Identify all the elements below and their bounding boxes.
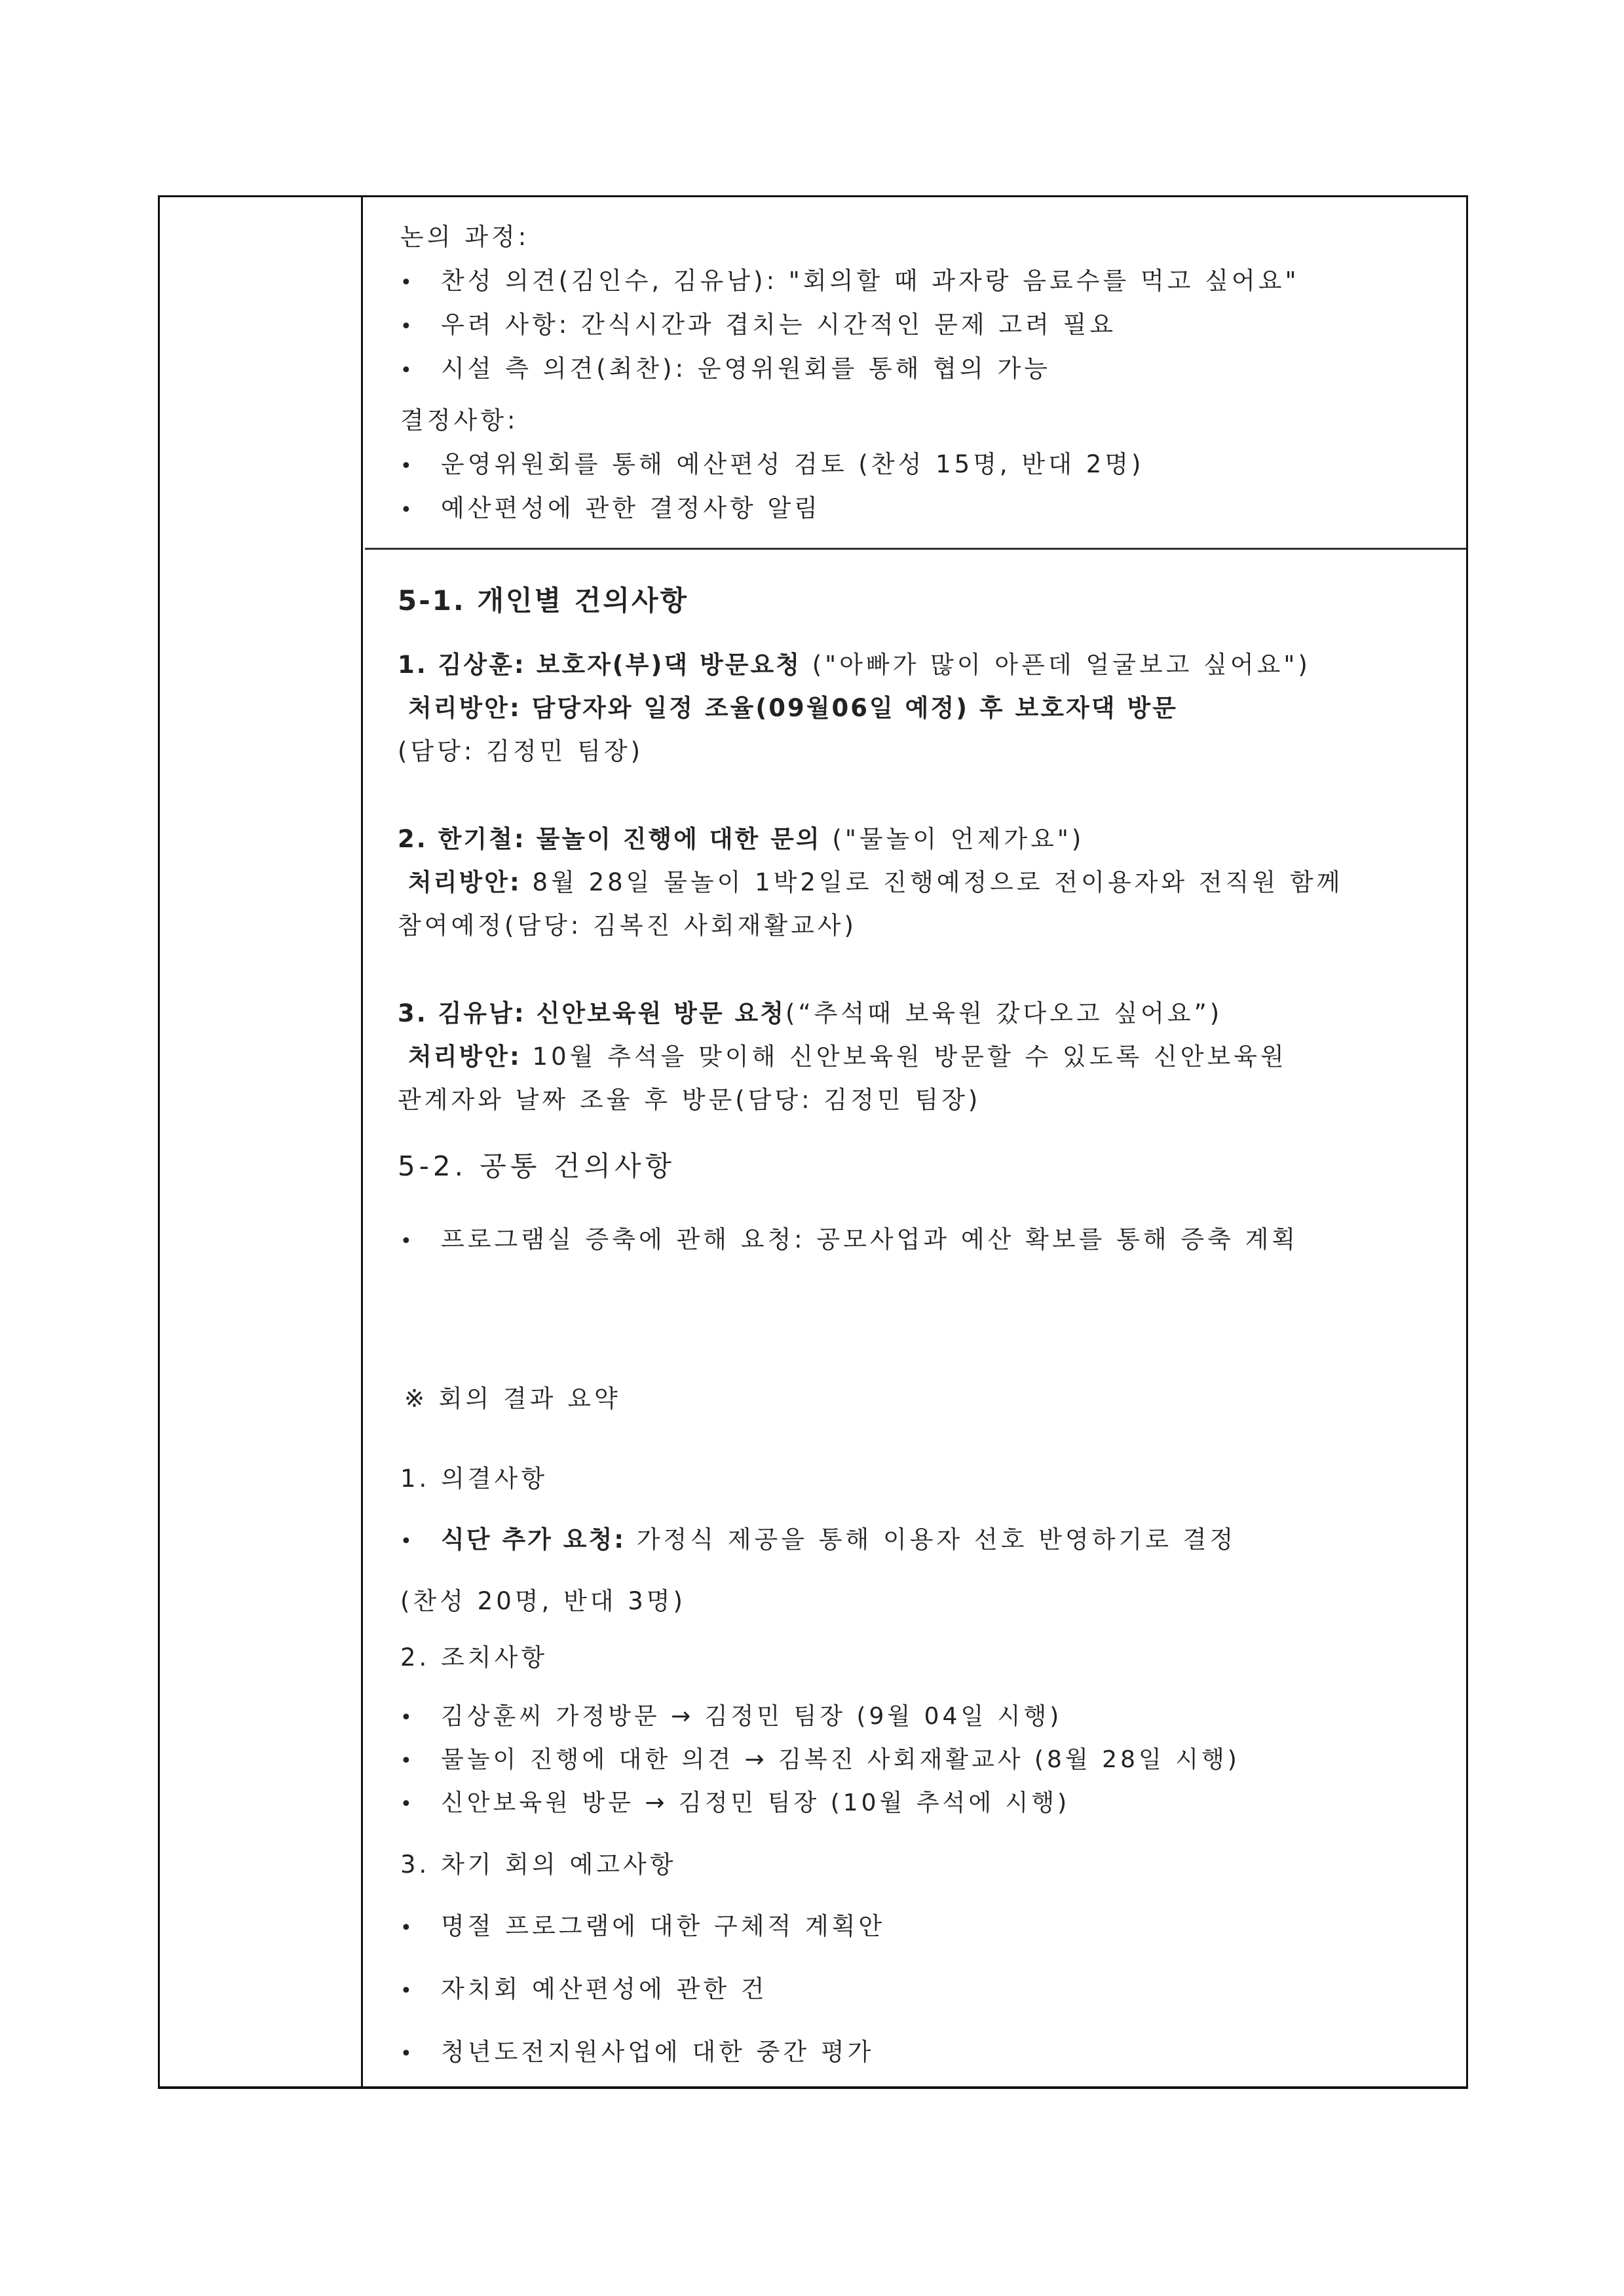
decision-heading: 결정사항: bbox=[400, 406, 519, 434]
discussion-cell bbox=[365, 197, 1466, 550]
list-item: • 자치회 예산편성에 관한 건 bbox=[400, 1975, 768, 2003]
summary-title: ※ 회의 결과 요약 bbox=[404, 1385, 621, 1413]
discussion-heading: 논의 과정: bbox=[400, 223, 530, 251]
suggestion-plan-2: 처리방안: 8월 28일 물놀이 1박2일로 진행예정으로 전이용자와 전직원 함께 bbox=[408, 868, 1344, 896]
actions-heading: 2. 조치사항 bbox=[400, 1643, 548, 1672]
common-suggestion-item: • 프로그램실 증축에 관해 요청: 공모사업과 예산 확보를 통해 증축 계획 bbox=[400, 1225, 1299, 1253]
list-item: • 찬성 의견(김인수, 김유남): "회의할 때 과자랑 음료수를 먹고 싶어요" bbox=[400, 267, 1300, 295]
suggestion-plan-3: 처리방안: 10월 추석을 맞이해 신안보육원 방문할 수 있도록 신안보육원 bbox=[408, 1043, 1287, 1071]
suggestion-item-2: 2. 한기철: 물놀이 진행에 대한 문의 ("물놀이 언제가요") bbox=[398, 825, 1085, 853]
list-item: • 시설 측 의견(최찬): 운영위원회를 통해 협의 가능 bbox=[400, 354, 1051, 383]
list-item: • 신안보육원 방문 → 김정민 팀장 (10월 추석에 시행) bbox=[400, 1789, 1070, 1816]
list-item: • 청년도전지원사업에 대한 중간 평가 bbox=[400, 2038, 875, 2066]
suggestion-plan-3-cont: 관계자와 날짜 조율 후 방문(담당: 김정민 팀장) bbox=[398, 1086, 981, 1114]
list-item: • 우려 사항: 간식시간과 겹치는 시간적인 문제 고려 필요 bbox=[400, 311, 1117, 339]
resolution-vote: (찬성 20명, 반대 3명) bbox=[400, 1587, 686, 1615]
list-item: • 물놀이 진행에 대한 의견 → 김복진 사회재활교사 (8월 28일 시행) bbox=[400, 1746, 1240, 1773]
minutes-table bbox=[158, 195, 1468, 2089]
list-item: • 명절 프로그램에 대한 구체적 계획안 bbox=[400, 1912, 886, 1940]
resolution-item: • 식단 추가 요청: 가정식 제공을 통해 이용자 선호 반영하기로 결정 bbox=[400, 1525, 1237, 1554]
resolution-heading: 1. 의결사항 bbox=[400, 1464, 548, 1493]
list-item: • 운영위원회를 통해 예산편성 검토 (찬성 15명, 반대 2명) bbox=[400, 450, 1144, 478]
next-heading: 3. 차기 회의 예고사항 bbox=[400, 1850, 677, 1879]
section-5-2-title: 5-2. 공통 건의사항 bbox=[398, 1150, 676, 1182]
suggestion-item-1: 1. 김상훈: 보호자(부)댁 방문요청 ("아빠가 많이 아픈데 얼굴보고 싶어요") bbox=[398, 651, 1311, 679]
suggestion-item-3: 3. 김유남: 신안보육원 방문 요청(“추석때 보육원 갔다오고 싶어요”) bbox=[398, 999, 1223, 1027]
list-item: • 김상훈씨 가정방문 → 김정민 팀장 (9월 04일 시행) bbox=[400, 1703, 1063, 1730]
label-column bbox=[160, 197, 363, 2086]
suggestion-plan-2-cont: 참여예정(담당: 김복진 사회재활교사) bbox=[398, 911, 857, 940]
section-5-1-title: 5-1. 개인별 건의사항 bbox=[398, 584, 689, 617]
suggestion-plan-1: 처리방안: 담당자와 일정 조율(09월06일 예정) 후 보호자댁 방문 bbox=[408, 694, 1178, 722]
list-item: • 예산편성에 관한 결정사항 알림 bbox=[400, 494, 821, 522]
suggestions-cell bbox=[365, 550, 1466, 2086]
suggestion-owner-1: (담당: 김정민 팀장) bbox=[398, 737, 644, 765]
